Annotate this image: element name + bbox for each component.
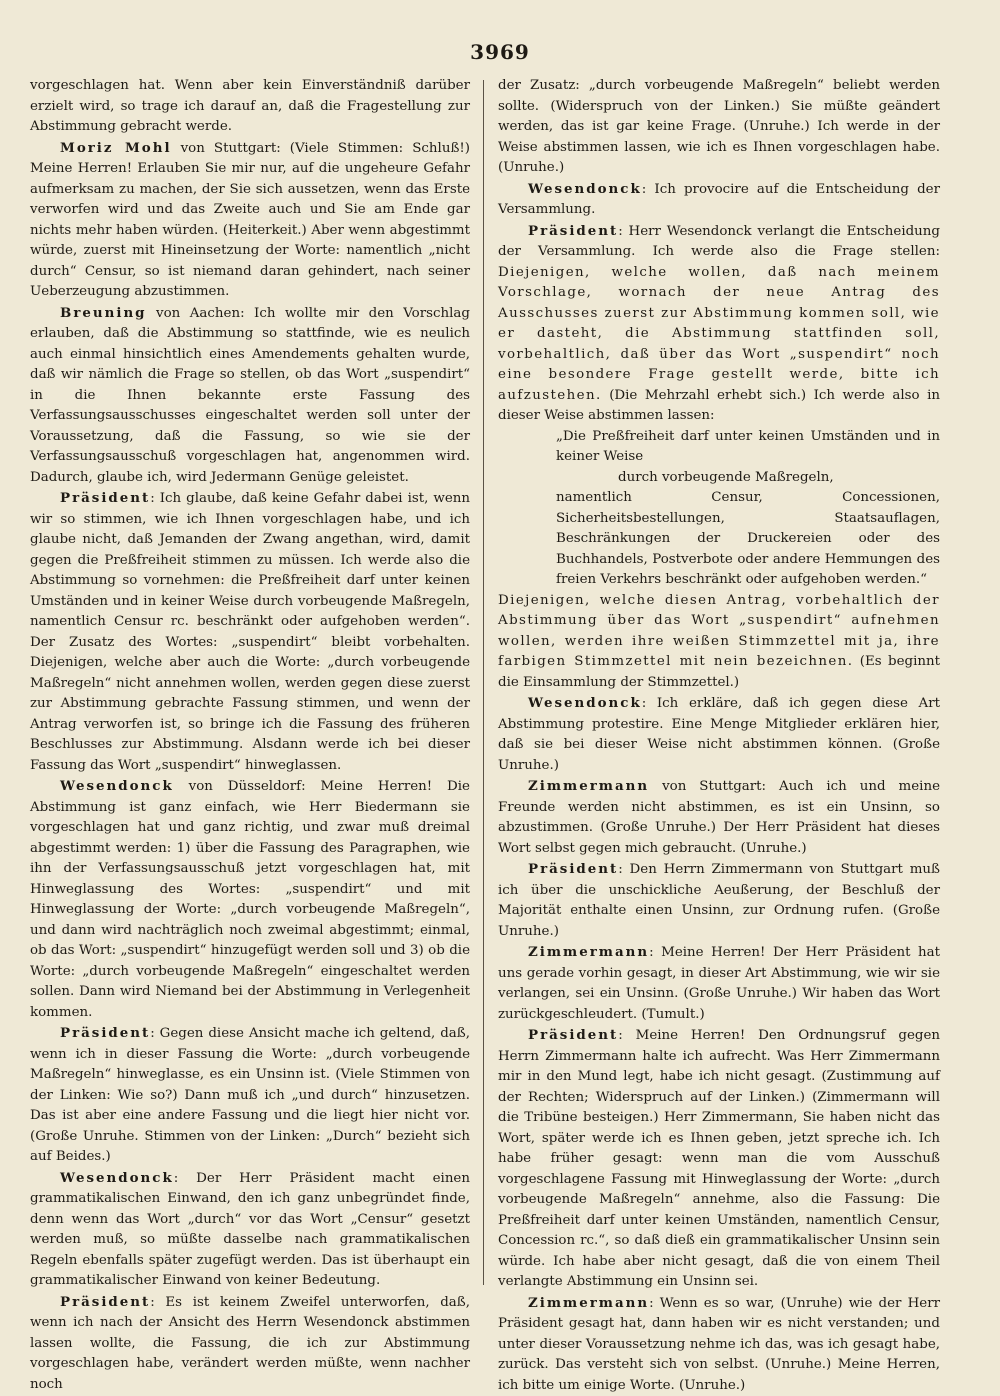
paragraph (498, 1293, 940, 1396)
speaker-name: Zimmermann (528, 1295, 649, 1311)
paragraph (30, 1023, 470, 1168)
paragraph (30, 488, 470, 776)
paragraph (498, 859, 940, 942)
paragraph-text: von Stuttgart: (Viele Stimmen: Schluß!) Meine Herren! Erlauben Sie mir nur, auf die ungeheure Gefahr aufmerksam zu machen, der Sie sich aussetzen, wenn das Erste verworfen wird und das Zweite auch und Sie am Ende gar nichts mehr haben würden. (Heiterkeit.) Aber wenn abgestimmt würde, zuerst mit Hineinsetzung der Worte: namentlich „nicht durch“ Censur, so ist niemand daran gehindert, nach seiner Ueberzeugung abzustimmen. (30, 141, 470, 300)
paragraph-text: vorgeschlagen hat. Wenn aber kein Einverständniß darüber erzielt wird, so trage ich darauf an, daß die Fragestellung zur Abstimmung gebracht werde. (30, 78, 470, 134)
paragraph (30, 303, 470, 489)
paragraph (498, 1025, 940, 1293)
paragraph-text: : Ich glaube, daß keine Gefahr dabei ist, wenn wir so stimmen, wie ich Ihnen vorgeschlagen habe, und ich glaube nicht, daß Jemanden der Zwang angethan, wird, damit gegen die Preßfreiheit stimmen zu müssen. Ich werde also die Abstimmung so vornehmen: die Preßfreiheit darf unter keinen Umständen und in keiner Weise durch vorbeugende Maßregeln, namentlich Censur rc. beschränkt oder aufgehoben werden“. Der Zusatz des Wortes: „suspendirt“ bleibt vorbehalten. Diejenigen, welche aber auch die Worte: „durch vorbeugende Maßregeln“ nicht annehmen wollen, werden gegen diese zuerst zur Abstimmung gebrachte Fassung stimmen, und wenn der Antrag verworfen ist, so bringe ich die Fassung des früheren Beschlusses zur Abstimmung. Alsdann werde ich bei dieser Fassung das Wort „suspendirt“ hinweglassen. (30, 491, 470, 773)
right-column (498, 76, 940, 1296)
paragraph (30, 76, 470, 138)
paragraph (30, 138, 470, 303)
paragraph-text: : Es ist keinem Zweifel unterworfen, daß, wenn ich nach der Ansicht des Herrn Wesendonck abstimmen lassen wollte, die Fassung, die ich zur Abstimmung vorgeschlagen habe, verändert werden müßte, wenn nachher noch (30, 1295, 470, 1392)
quoted-motion: durch vorbeugende Maßregeln, (498, 468, 940, 489)
quoted-motion: namentlich Censur, Concessionen, Sicherheitsbestellungen, Staatsauflagen, Beschränkungen der Druckereien oder des Buchhandels, Postverbote oder andere Hemmungen des freien Verkehrs beschränkt oder aufgehoben werden.“ (498, 488, 940, 591)
paragraph-text: : Den Herrn Zimmermann von Stuttgart muß ich über die unschickliche Aeußerung, der Beschluß der Majorität enthalte einen Unsinn, zur Ordnung rufen. (Große Unruhe.) (498, 862, 940, 939)
paragraph-text: (Es beginnt die Einsammlung der Stimmzettel.) (498, 654, 940, 690)
speaker-name: Präsident (60, 1025, 150, 1041)
speaker-name: Präsident (528, 223, 618, 239)
quoted-motion: „Die Preßfreiheit darf unter keinen Umständen und in keiner Weise (498, 427, 940, 468)
vote-question: Diejenigen, welche wollen, daß nach meinem Vorschlage, wornach der neue Antrag des Ausschusses zuerst zur Abstimmung kommen soll, wie er dasteht, die Abstimmung stattfinden soll, vorbehaltlich, daß über das Wort „suspendirt“ noch eine besondere Frage gestellt werde, bitte ich aufzustehen. (498, 265, 940, 403)
paragraph-text: von Aachen: Ich wollte mir den Vorschlag erlauben, daß die Abstimmung so stattfinde, wie es neulich auch einmal hinsichtlich eines Amendements gehalten wurde, daß wir nämlich die Frage so stellen, ob das Wort „suspendirt“ in die Ihnen bekannte erste Fassung des Verfassungsausschusses eingeschaltet werden soll unter der Voraussetzung, daß die Fassung, so wie sie der Verfassungsausschuß vorgeschlagen hat, angenommen wird. Dadurch, glaube ich, wird Jedermann Genüge geleistet. (30, 306, 470, 485)
speaker-name: Wesendonck (60, 778, 174, 794)
speaker-name: Präsident (528, 1027, 618, 1043)
paragraph-text: : Wenn es so war, (Unruhe) wie der Herr Präsident gesagt hat, dann haben wir es nicht verstanden; und unter dieser Voraussetzung nehme ich das, was ich gesagt habe, zurück. Das versteht sich von selbst. (Unruhe.) Meine Herren, ich bitte um einige Worte. (Unruhe.) (498, 1296, 940, 1393)
paragraph-text: : Ich erkläre, daß ich gegen diese Art Abstimmung protestire. Eine Menge Mitglieder erklären hier, daß sie bei dieser Weise nicht abstimmen können. (Große Unruhe.) (498, 696, 940, 773)
speaker-name: Moriz Mohl (60, 140, 172, 156)
paragraph (498, 942, 940, 1025)
paragraph (498, 776, 940, 859)
paragraph-text: : Meine Herren! Der Herr Präsident hat uns gerade vorhin gesagt, in dieser Art Abstimmung, wie wir sie verlangen, sei ein Unsinn. (Große Unruhe.) Wir haben das Wort zurückgeschleudert. (Tumult.) (498, 945, 940, 1022)
paragraph-text: : Der Herr Präsident macht einen grammatikalischen Einwand, den ich ganz unbegründet finde, denn wenn das Wort „durch“ vor das Wort „Censur“ gesetzt werden muß, so müßte dasselbe nach grammatikalischen Regeln ebenfalls später zugefügt werden. Das ist überhaupt ein grammatikalischer Einwand von keiner Bedeutung. (30, 1171, 470, 1289)
paragraph (30, 1168, 470, 1292)
speaker-name: Präsident (60, 1294, 150, 1310)
paragraph-text: von Stuttgart: Auch ich und meine Freunde werden nicht abstimmen, es ist ein Unsinn, so abzustimmen. (Große Unruhe.) Der Herr Präsident hat dieses Wort selbst gegen mich gebraucht. (Unruhe.) (498, 779, 940, 856)
paragraph-text: (Die Mehrzahl erhebt sich.) Ich werde also in dieser Weise abstimmen lassen: (498, 388, 940, 424)
speaker-name: Wesendonck (60, 1170, 174, 1186)
speaker-name: Wesendonck (528, 695, 642, 711)
paragraph (498, 76, 940, 179)
paragraph (498, 221, 940, 427)
paragraph (30, 1292, 470, 1396)
column-divider (483, 80, 484, 1285)
speaker-name: Präsident (528, 861, 618, 877)
paragraph-text: der Zusatz: „durch vorbeugende Maßregeln“ beliebt werden sollte. (Widerspruch von der Linken.) Sie müßte geändert werden, das ist gar keine Frage. (Unruhe.) Ich werde in der Weise abstimmen lassen, wie ich es Ihnen vorgeschlagen habe. (Unruhe.) (498, 78, 940, 175)
paragraph (498, 693, 940, 776)
paragraph (498, 179, 940, 221)
speaker-name: Zimmermann (528, 778, 649, 794)
speaker-name: Zimmermann (528, 944, 649, 960)
paragraph-text: : Ich provocire auf die Entscheidung der Versammlung. (498, 182, 940, 218)
left-column (30, 76, 470, 1296)
speaker-name: Breuning (60, 305, 147, 321)
paragraph (498, 591, 940, 694)
paragraph-text: : Meine Herren! Den Ordnungsruf gegen Herrn Zimmermann halte ich aufrecht. Was Herr Zimmermann mir in den Mund legt, habe ich nicht gesagt. (Zustimmung auf der Rechten; Widerspruch auf der Linken.) (Zimmermann will die Tribüne besteigen.) Herr Zimmermann, Sie haben nicht das Wort, später werde ich es Ihnen geben, jetzt spreche ich. Ich habe früher gesagt: wenn man die vom Ausschuß vorgeschlagene Fassung mit Hinweglassung der Worte: „durch vorbeugende Maßregeln“ annehme, also die Fassung: Die Preßfreiheit darf unter keinen Umständen, namentlich Censur, Concession rc.“, so daß dieß ein grammatikalischer Unsinn sein würde. Ich habe aber nicht gesagt, daß die von einem Theil verlangte Abstimmung ein Unsinn sei. (498, 1028, 940, 1289)
speaker-name: Präsident (60, 490, 150, 506)
paragraph-text: : Gegen diese Ansicht mache ich geltend, daß, wenn ich in dieser Fassung die Worte: „durch vorbeugende Maßregeln“ hinweglasse, es ein Unsinn ist. (Viele Stimmen von der Linken: Wie so?) Dann muß ich „und durch“ hinzusetzen. Das ist aber eine andere Fassung und die liegt hier nicht vor. (Große Unruhe. Stimmen von der Linken: „Durch“ bezieht sich auf Beides.) (30, 1026, 470, 1164)
page-number: 3969 (0, 40, 1000, 64)
paragraph (30, 776, 470, 1023)
paragraph-text: : Herr Wesendonck verlangt die Entscheidung der Versammlung. Ich werde also die Frage stellen: (498, 224, 940, 260)
vote-instruction: Diejenigen, welche diesen Antrag, vorbehaltlich der Abstimmung über das Wort „suspendirt“ aufnehmen wollen, werden ihre weißen Stimmzettel mit ja, ihre farbigen Stimmzettel mit nein bezeichnen. (498, 593, 940, 670)
paragraph-text: von Düsseldorf: Meine Herren! Die Abstimmung ist ganz einfach, wie Herr Biedermann sie vorgeschlagen hat und ganz richtig, und zwar muß dreimal abgestimmt werden: 1) über die Fassung des Paragraphen, wie ihn der Verfassungsausschuß jetzt vorgeschlagen hat, mit Hinweglassung des Wortes: „suspendirt“ und mit Hinweglassung der Worte: „durch vorbeugende Maßregeln“, und dann wird nachträglich noch zweimal abgestimmt; einmal, ob das Wort: „suspendirt“ hinzugefügt werden soll und 3) ob die Worte: „durch vorbeugende Maßregeln“ eingeschaltet werden sollen. Dann wird Niemand bei der Abstimmung in Verlegenheit kommen. (30, 779, 470, 1020)
speaker-name: Wesendonck (528, 181, 642, 197)
